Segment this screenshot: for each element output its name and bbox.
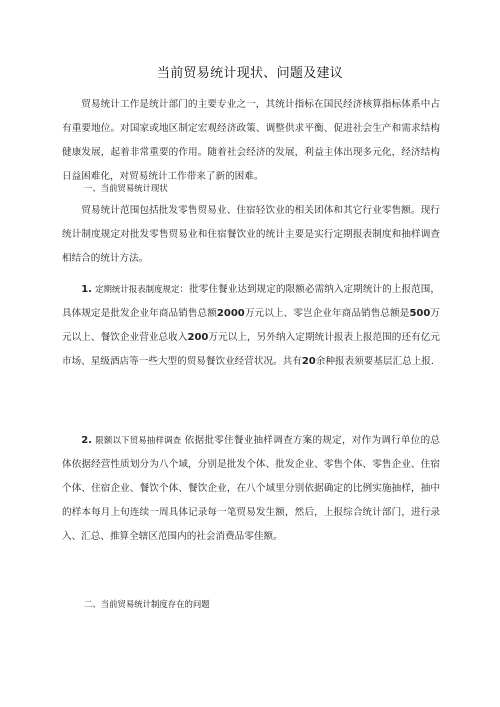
item1-lead: 定期统计报表制度规定 (95, 284, 180, 294)
item1-text-4: 万元以上，另外纳入定期统计报表上报范围的还有亿元市场、星级酒店等一些大型的贸易餐饮业经营状况。共有 (62, 332, 441, 367)
item1-paragraph (62, 277, 440, 374)
item2-text: 依据批零住餐业抽样调查方案的规定，对作为调行单位的总体依据经营性质划分为八个域，分别是批发个体、批发企业、零售个体、零售企业、住宿个体、住宿企业、餐饮个体、餐饮企业，在八个域里分别依据确定的比例实施抽样，抽中的样本每月上旬连续一周具体记录每一笔贸易发生额，然后，上报综合统计部门，进行录入、汇总、推算全辖区范围内的社会消费品零佳额。 (62, 435, 441, 542)
section1-paragraph: 贸易统计范围包括批发零售贸易业、住宿轻饮业的相关团体和其它行业零售额。现行统计制度规定对批发零售贸易业和住宿餐饮业的统计主要是实行定期报表制度和抽样调查相结合的统计方法。 (62, 205, 440, 264)
section2-heading: 二、当前贸易统计制度存在的问题 (84, 599, 210, 609)
intro-paragraph: 贸易统计工作是统计部门的主要专业之一，其统计指标在国民经济核算指标体系中占有重要地位。对国家或地区制定宏观经济政策、调整供求平衡、促进社会生产和需求结构健康发展，起着非常重要的作用。随着社会经济的发展，利益主体出现多元化，经济结构日益困难化，对贸易统计工作带来了新的困难。 (62, 99, 440, 182)
item2-paragraph (62, 428, 440, 549)
item1-text-2: 万元以上、零岂企业年商品销售总额是 (244, 308, 410, 319)
item1-value-3: 200 (187, 332, 209, 343)
item1-text-3: 万元以上、餐饮企业营业总收入 (62, 308, 441, 343)
item1-value-1: 2000 (216, 308, 245, 319)
item1-text-1: ：批零住餐业达到规定的限额必需纳入定期统计的上报范围，具体规定是批发企业年商品销售总额 (62, 284, 441, 319)
item1-value-2: 500 (409, 308, 431, 319)
document-title: 当前贸易统计现状、问题及建议 (156, 66, 344, 81)
item1-text-5: 余种报表须要基层汇总上报. (315, 356, 434, 367)
item1-value-4: 20 (301, 356, 316, 367)
item2-lead: 限额以下贸易抽样调查 (95, 435, 182, 445)
section1-heading: 一、当前贸易统计现状 (84, 183, 168, 193)
item2-number: 2. (81, 435, 92, 446)
item1-number: 1. (81, 284, 92, 295)
